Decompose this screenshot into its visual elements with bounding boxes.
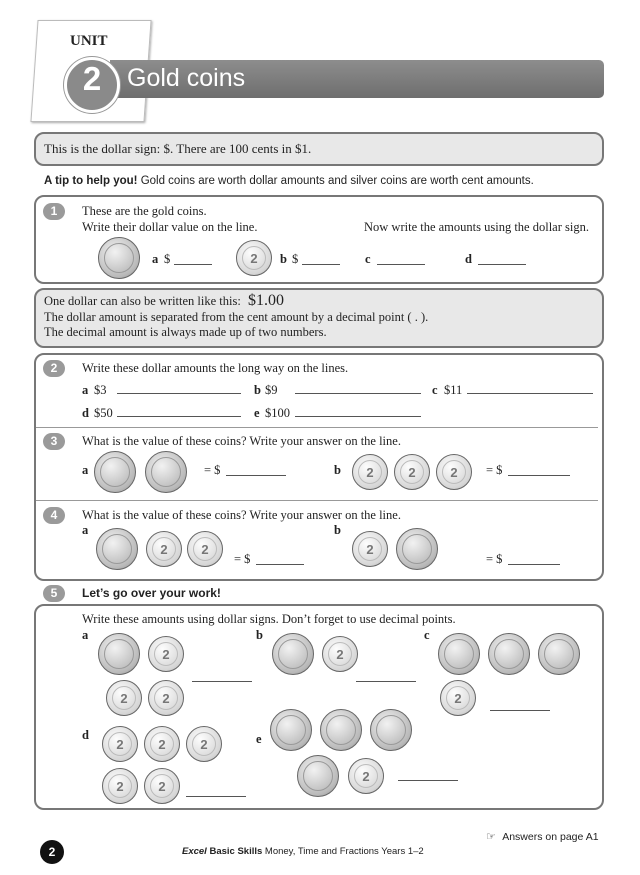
silver-coin-icon: 2 xyxy=(146,531,182,567)
q2-d-value: $50 xyxy=(94,406,113,420)
q1-b-answer-line[interactable] xyxy=(302,264,340,265)
q1-a-label: a xyxy=(152,252,159,266)
q1-line2: Write their dollar value on the line. xyxy=(82,220,258,234)
intro-text: This is the dollar sign: $. There are 100 cents in $1. xyxy=(44,141,312,156)
q1-d-answer-line[interactable] xyxy=(478,264,526,265)
silver-coin-icon: 2 xyxy=(148,636,184,672)
silver-coin-icon: 2 xyxy=(144,726,180,762)
q1-a-answer-line[interactable] xyxy=(174,264,212,265)
silver-coin-icon: 2 xyxy=(440,680,476,716)
silver-coin-icon: 2 xyxy=(187,531,223,567)
q2-e-label: e xyxy=(254,406,260,420)
q5-b-label: b xyxy=(256,628,263,642)
silver-coin-icon: 2 xyxy=(186,726,222,762)
q3-b-answer-line[interactable] xyxy=(508,475,570,476)
q3-number: 3 xyxy=(43,433,65,450)
silver-coin-icon: 2 xyxy=(144,768,180,804)
q2-a-label: a xyxy=(82,383,89,397)
tip xyxy=(44,175,534,187)
silver-coin-icon: 2 xyxy=(102,726,138,762)
unit-number: 2 xyxy=(82,60,102,97)
q1-b-label: b xyxy=(280,252,287,266)
pointing-hand-icon: ☞ xyxy=(486,831,496,843)
q1-b-sign: $ xyxy=(292,252,299,266)
q4-b-answer: = $ xyxy=(486,552,503,566)
info-line2: The dollar amount is separated from the cent amount by a decimal point ( . ). xyxy=(44,310,429,324)
gold-coin-icon xyxy=(272,633,314,675)
q3-prompt: What is the value of these coins? Write your answer on the line. xyxy=(82,434,401,448)
q1-d-label: d xyxy=(465,252,472,266)
page-number: 2 xyxy=(40,840,64,864)
silver-coin-icon: 2 xyxy=(236,240,272,276)
gold-coin-icon xyxy=(270,709,312,751)
q3-a-answer: = $ xyxy=(204,463,221,477)
tip-label: A tip to help you! xyxy=(44,175,138,187)
tip-text: Gold coins are worth dollar amounts and silver coins are worth cent amounts. xyxy=(140,175,534,187)
q1-a-sign: $ xyxy=(164,252,171,266)
footer-series: Basic Skills xyxy=(209,846,263,857)
gold-coin-icon xyxy=(96,528,138,570)
unit-label: UNIT xyxy=(70,33,108,49)
footer-title xyxy=(182,846,424,857)
q4-prompt: What is the value of these coins? Write your answer on the line. xyxy=(82,508,401,522)
q2-e-answer-line[interactable] xyxy=(295,416,421,417)
gold-coin-icon xyxy=(145,451,187,493)
q5-e-label: e xyxy=(256,732,262,746)
q2-prompt: Write these dollar amounts the long way on the lines. xyxy=(82,361,349,375)
q5-a-label: a xyxy=(82,628,89,642)
q2-c-value: $11 xyxy=(444,383,463,397)
q3-divider xyxy=(36,500,598,501)
footer-book: Money, Time and Fractions Years 1–2 xyxy=(264,846,424,857)
q4-b-label: b xyxy=(334,523,341,537)
q4-a-answer: = $ xyxy=(234,552,251,566)
q2-number: 2 xyxy=(43,360,65,377)
silver-coin-icon: 2 xyxy=(148,680,184,716)
q5-d-label: d xyxy=(82,728,89,742)
q2-divider xyxy=(36,427,598,428)
q4-b-answer-line[interactable] xyxy=(508,564,560,565)
gold-coin-icon xyxy=(98,237,140,279)
gold-coin-icon xyxy=(396,528,438,570)
q2-b-answer-line[interactable] xyxy=(295,393,421,394)
q4-number: 4 xyxy=(43,507,65,524)
q3-b-answer: = $ xyxy=(486,463,503,477)
gold-coin-icon xyxy=(98,633,140,675)
silver-coin-icon: 2 xyxy=(106,680,142,716)
silver-coin-icon: 2 xyxy=(102,768,138,804)
silver-coin-icon: 2 xyxy=(322,636,358,672)
footer-brand: Excel xyxy=(182,846,207,857)
gold-coin-icon xyxy=(320,709,362,751)
answers-text: Answers on page A1 xyxy=(502,831,599,843)
q2-b-value: $9 xyxy=(265,383,278,397)
silver-coin-icon: 2 xyxy=(352,454,388,490)
silver-coin-icon: 2 xyxy=(436,454,472,490)
silver-coin-icon: 2 xyxy=(352,531,388,567)
q2-a-answer-line[interactable] xyxy=(117,393,241,394)
q2-d-label: d xyxy=(82,406,89,420)
gold-coin-icon xyxy=(370,709,412,751)
q5-prompt: Write these amounts using dollar signs. Don’t forget to use decimal points. xyxy=(82,612,456,626)
info-line1-amount: $1.00 xyxy=(247,292,284,309)
gold-coin-icon xyxy=(488,633,530,675)
q2-d-answer-line[interactable] xyxy=(117,416,241,417)
q3-b-label: b xyxy=(334,463,341,477)
q3-a-label: a xyxy=(82,463,89,477)
q1-c-label: c xyxy=(365,252,371,266)
page-title: Gold coins xyxy=(127,64,246,92)
gold-coin-icon xyxy=(94,451,136,493)
q4-a-label: a xyxy=(82,523,89,537)
q4-a-answer-line[interactable] xyxy=(256,564,304,565)
q2-b-label: b xyxy=(254,383,261,397)
q5-c-answer-line[interactable] xyxy=(490,710,550,711)
q5-e-answer-line[interactable] xyxy=(398,780,458,781)
q5-b-answer-line[interactable] xyxy=(356,681,416,682)
q3-a-answer-line[interactable] xyxy=(226,475,286,476)
q2-a-value: $3 xyxy=(94,383,107,397)
gold-coin-icon xyxy=(297,755,339,797)
q2-c-label: c xyxy=(432,383,438,397)
info-line1 xyxy=(44,292,284,310)
gold-coin-icon xyxy=(538,633,580,675)
q5-d-answer-line[interactable] xyxy=(186,796,246,797)
q5-c-label: c xyxy=(424,628,430,642)
q5-heading: Let’s go over your work! xyxy=(82,586,221,600)
q1-line3: Now write the amounts using the dollar sign. xyxy=(364,220,589,234)
silver-coin-icon: 2 xyxy=(394,454,430,490)
q1-c-answer-line[interactable] xyxy=(377,264,425,265)
gold-coin-icon xyxy=(438,633,480,675)
q5-number: 5 xyxy=(43,585,65,602)
info-line3: The decimal amount is always made up of two numbers. xyxy=(44,325,327,339)
silver-coin-icon: 2 xyxy=(348,758,384,794)
q2-c-answer-line[interactable] xyxy=(467,393,593,394)
info-line1-prefix: One dollar can also be written like this: xyxy=(44,294,241,308)
q5-a-answer-line[interactable] xyxy=(192,681,252,682)
q2-e-value: $100 xyxy=(265,406,290,420)
q1-number: 1 xyxy=(43,203,65,220)
answers-note xyxy=(486,830,599,843)
q1-line1: These are the gold coins. xyxy=(82,204,207,218)
